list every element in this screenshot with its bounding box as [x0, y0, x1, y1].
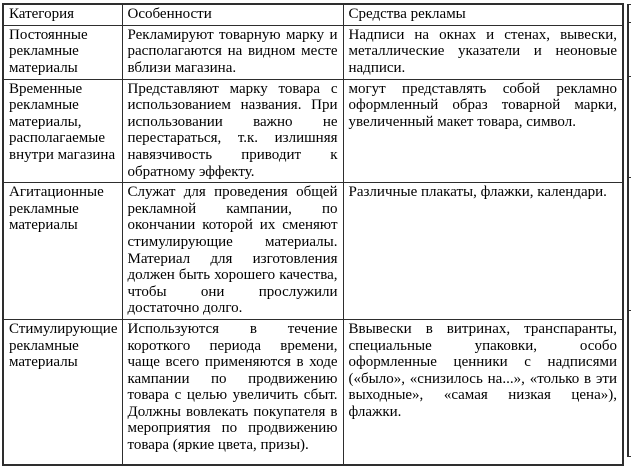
cell-means: могут представлять собой рекламно оформленный образ товарной марки, увеличенный макет товара, символ.: [343, 79, 623, 183]
advertising-materials-table: [2, 3, 624, 466]
table-row-agitation-materials: [3, 183, 623, 320]
table-header-row: [3, 4, 623, 25]
cell-means: Различные плакаты, флажки, календари.: [343, 183, 623, 320]
column-header-category: Категория: [3, 4, 122, 25]
cropped-adjacent-table-edge: [627, 4, 629, 457]
cell-features: Служат для проведения общей рекламной кампании, по окончании которой их сменяют стимулирующие материалы. Материал для изготовления должен быть хорошего качества, чтобы они прослужили достаточно долго.: [122, 183, 343, 320]
cell-category: Агитационные рекламные материалы: [3, 183, 122, 320]
column-header-means: Средства рекламы: [343, 4, 623, 25]
column-header-features: Особенности: [122, 4, 343, 25]
cell-category: Стимулирующие рекламные материалы: [3, 319, 122, 465]
cell-features: Рекламируют товарную марку и располагаются на видном месте вблизи магазина.: [122, 25, 343, 79]
cell-category: Постоянные рекламные материалы: [3, 25, 122, 79]
table-row-stimulating-materials: [3, 319, 623, 465]
cell-category: Временные рекламные материалы, располагаемые внутри магазина: [3, 79, 122, 183]
cell-means: Надписи на окнах и стенах, вывески, металлические указатели и неоновые надписи.: [343, 25, 623, 79]
cell-features: Представляют марку товара с использованием названия. При использовании важно не перестараться, т.к. излишняя навязчивость приводит к обратному эффекту.: [122, 79, 343, 183]
cell-features: Используются в течение короткого периода времени, чаще всего применяются в ходе кампании по продвижению товара с целью увеличить сбыт. Должны вовлекать покупателя в мероприятия по продвижению товара (яркие цвета, призы).: [122, 319, 343, 465]
cell-means: Ввывески в витринах, транспаранты, специальные упаковки, особо оформленные ценники с надписями («было», «снизилось на...», «только в эти выходные», «самая низкая цена»), флажки.: [343, 319, 623, 465]
table-row-temporary-materials: [3, 79, 623, 183]
table-row-permanent-materials: [3, 25, 623, 79]
